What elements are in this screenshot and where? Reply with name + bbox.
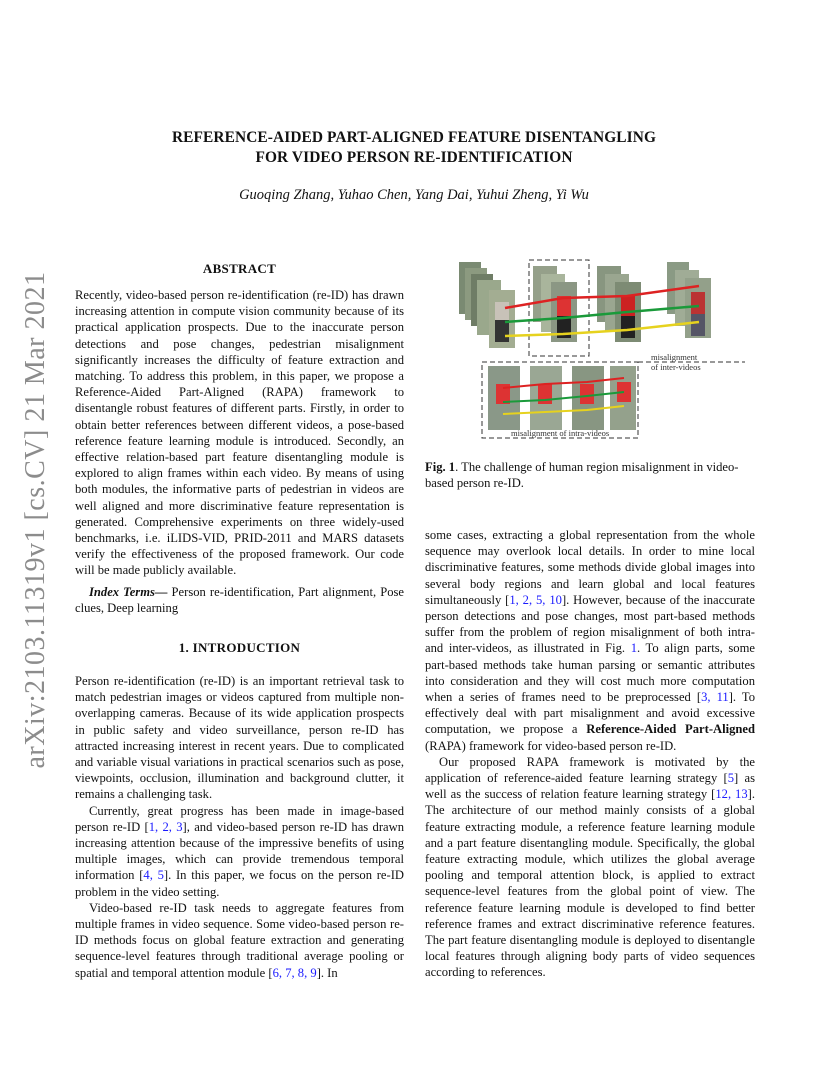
index-terms-label: Index Terms—	[89, 585, 168, 599]
abstract-heading-wrap	[75, 261, 404, 277]
intro-paragraph-1: Person re-identification (re-ID) is an important retrieval task to match pedestrian images or videos captured from multiple non-overlapping cameras. Because of its wide application prospects in public safety and video surveillance, person re-ID has attracted increasing interest in recent years. Due to complicated and variable visual variations in practical scenarios such as pose, viewpoints, occlusion, illumination and background clutter, it remains a challenging task.	[75, 674, 404, 802]
rapa-bold: Reference-Aided Part-Aligned	[586, 722, 755, 737]
intra-video-label: misalignment of intra-videos	[511, 428, 610, 438]
arxiv-id: arXiv:2103.11319v1 [cs.CV] 21 Mar 2021	[20, 271, 51, 769]
citation-link[interactable]: 6, 7, 8, 9	[272, 965, 317, 980]
citation-link[interactable]: 1, 2, 5, 10	[509, 592, 562, 607]
citation-link[interactable]: 3, 11	[701, 690, 729, 705]
figure-1-caption	[425, 459, 755, 491]
citation-link[interactable]: 5	[727, 771, 735, 786]
citation-link[interactable]: 1, 2, 3	[148, 819, 183, 834]
abstract-text: Recently, video-based person re-identification (re-ID) has drawn increasing attention in compute vision community because of its practical application prospects. Due to the inaccurate person detections and pose changes, pedestrian misalignment significantly increases the difficulty of feature extraction and matching. To address this problem, in this paper, we propose a Reference-Aided Part-Aligned (RAPA) framework to disentangle robust features of different parts. Firstly, in order to obtain better references between different videos, a pose-based reference feature learning module is introduced. Secondly, an effective relation-based part feature disentangling module is explored to align frames within each video. By means of using both modules, the informative parts of pedestrian in videos are well aligned and more discriminative feature representation is generated. Comprehensive experiments on three widely-used benchmarks, i.e. iLIDS-VID, PRID-2011 and MARS datasets verify the effectiveness of the proposed framework. Our code will be made publicly available.	[75, 288, 404, 578]
inter-video-label: misalignment of inter-videos	[651, 352, 701, 372]
intro-heading-wrap	[75, 640, 404, 656]
introduction	[75, 673, 404, 981]
abstract	[75, 287, 404, 579]
intro-paragraph-2: Currently, great progress has been made in image-based person re-ID [1, 2, 3], and video-based person re-ID has drawn increasing attention because of the impressive benefits of using multiple images, which can provide tremendous temporal information [4, 5]. In this paper, we focus on the person re-ID problem in the video setting.	[75, 803, 404, 899]
right-paragraph-2: Our proposed RAPA framework is motivated by the application of reference-aided feature learning strategy [5] as well as the success of relation feature learning strategy [12, 13]. The architecture of our method mainly consists of a global feature extracting module, a reference feature learning module and a part feature disentangling module. Specifically, the global feature extracting module, which utilizes the global average pooling and temporal attention block, is applied to extract sequence-level features from the global point of view. The reference feature learning module is developed to find better reference frames and extract discriminative reference features. The part feature disentangling module is deployed to disentangle local features through aligning body parts of video sequences according to references.	[425, 754, 755, 980]
intro-continued	[425, 527, 755, 981]
arxiv-watermark	[6, 271, 66, 769]
caption-text: . The challenge of human region misalignment in video-based person re-ID.	[425, 460, 739, 491]
abstract-heading: ABSTRACT	[202, 261, 277, 276]
title-line-2: FOR VIDEO PERSON RE-IDENTIFICATION	[255, 149, 573, 166]
intro-heading: 1. INTRODUCTION	[178, 640, 301, 655]
caption-label: Fig. 1	[425, 460, 456, 474]
index-terms	[75, 584, 404, 616]
intro-paragraph-3: Video-based re-ID task needs to aggregate features from multiple frames in video sequence. Some video-based person re-ID methods focus on global feature extraction and generating sequence-level features through traditional average pooling or spatial and temporal attention module [6, 7, 8, 9]. In	[75, 900, 404, 980]
paper-title	[100, 128, 728, 168]
title-line-1: REFERENCE-AIDED PART-ALIGNED FEATURE DISENTANGLING	[171, 129, 657, 146]
index-terms-text: Person re-identification, Part alignment, Pose clues, Deep learning	[75, 585, 404, 616]
figure-1	[455, 256, 750, 444]
figure-link[interactable]: 1	[630, 641, 637, 656]
frames-bottom	[488, 366, 636, 430]
right-paragraph-1: some cases, extracting a global representation from the whole sequence may overlook local details. In order to mine local discriminative features, some methods divide global images into several body regions and learn global and local features simultaneously [1, 2, 5, 10]. However, because of the inaccurate person detections and pose changes, most part-based methods suffer from the problem of region misalignment of both intra- and inter-videos, as illustrated in Fig. 1. To align parts, some part-based methods take human parsing or semantic attributes into consideration and they will cost much more computation when a series of frames need to be preprocessed [3, 11]. To effectively deal with part misalignment and avoid excessive computation, we propose a Reference-Aided Part-Aligned (RAPA) framework for video-based person re-ID.	[425, 528, 755, 753]
citation-link[interactable]: 12, 13	[715, 787, 748, 802]
citation-link[interactable]: 4, 5	[143, 868, 164, 883]
figure-1-illustration	[455, 256, 750, 444]
authors: Guoqing Zhang, Yuhao Chen, Yang Dai, Yuhui Zheng, Yi Wu	[239, 187, 589, 203]
